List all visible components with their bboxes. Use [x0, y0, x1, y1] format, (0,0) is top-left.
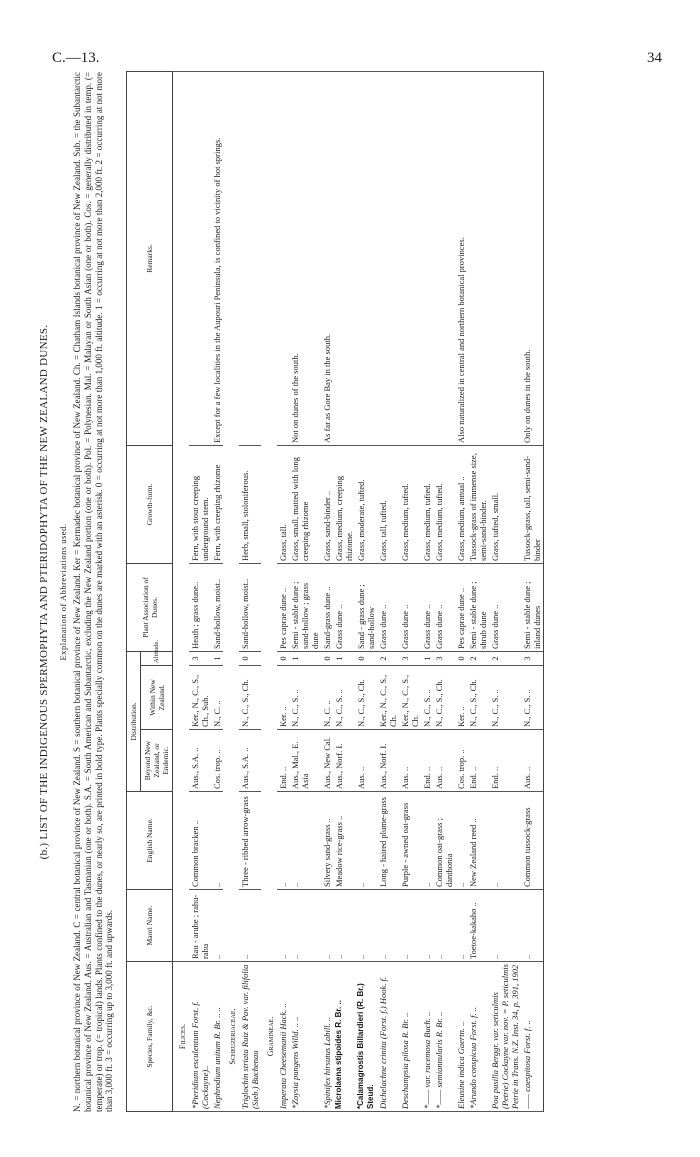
growth-form: Grass, small, matted with long creeping rhizome: [289, 445, 321, 563]
family-row: [173, 71, 190, 1111]
table-row: [433, 71, 455, 1111]
species-name: Poa pusilla Berggr. var. seticulmis (Petrie) Cockayne var. nov. = P. seticulmis Petrie in Trans. N.Z. Inst. 34, p. 391, 1902: [489, 962, 521, 1112]
plant-association: Grass dune ..: [333, 563, 355, 651]
growth-form: Herb, small, stoloniferous.: [239, 445, 261, 563]
species-name: Triglochin striata Ruiz & Pav. var. filifolia (Sieb.) Buchenau: [239, 962, 261, 1112]
maori-name: ..: [333, 890, 355, 962]
distribution-within: N., C., S. ..: [521, 666, 544, 730]
table-row: [455, 71, 467, 1111]
family-name: Gramineae.: [261, 962, 277, 1112]
remarks: [433, 71, 455, 445]
table-row: [421, 71, 433, 1111]
species-name: Imperata Cheesemanii Hack. ..: [277, 962, 289, 1112]
plant-association: Pes caprae dune ..: [455, 563, 467, 651]
abbreviations-heading: Explanation of Abbreviations used.: [58, 523, 68, 661]
remarks: [355, 71, 377, 445]
plant-association: Semi - stable dune ; shrub dune: [467, 563, 489, 651]
plant-association: Sand-hollow, moist..: [239, 563, 261, 651]
altitude-code: 0: [455, 651, 467, 665]
family-row-spacer: [223, 71, 239, 961]
remarks: [377, 71, 399, 445]
altitude-code: 2: [467, 651, 489, 665]
col-growth-header: Growth-form.: [127, 445, 173, 563]
maori-name: Rau - aruhe ; rahu-rahu: [189, 890, 211, 962]
species-name: *Calamagrostis Billardieri (R. Br.) Steud.: [355, 962, 377, 1112]
altitude-code: 0: [239, 651, 261, 665]
distribution-beyond: Aus., Norf. I.: [377, 730, 399, 792]
maori-name: ..: [355, 890, 377, 962]
altitude-code: 1: [289, 651, 321, 665]
english-name: ..: [211, 792, 223, 890]
distribution-within: Ker., N., C., S., Ch., Sub.: [189, 666, 211, 730]
col-species-header: Species, Family, &c.: [127, 962, 173, 1112]
col-remarks-header: Remarks.: [127, 71, 173, 445]
english-name: ..: [455, 792, 467, 890]
maori-name: Toetoe-kakaho ..: [467, 890, 489, 962]
plant-association: Heath ; grass dune..: [189, 563, 211, 651]
english-name: New Zealand reed ..: [467, 792, 489, 890]
family-name: Filices.: [173, 962, 190, 1112]
table-row: [467, 71, 489, 1111]
maori-name: ..: [239, 890, 261, 962]
distribution-within: N., C., S. ..: [333, 666, 355, 730]
distribution-within: N., C., S., Ch.: [467, 666, 489, 730]
table-row: [399, 71, 421, 1111]
species-name: *Pteridium esculentum Forst. f. (Cockayne)..: [189, 962, 211, 1112]
maori-name: ..: [277, 890, 289, 962]
english-name: Three - ribbed arrow-grass: [239, 792, 261, 890]
table-row: [333, 71, 355, 1111]
species-name: Dichelachne crinita (Forst. f.) Hook. f.: [377, 962, 399, 1112]
maori-name: ..: [421, 890, 433, 962]
distribution-within: N., C., S. ..: [289, 666, 321, 730]
english-name: Common tussock-grass: [521, 792, 544, 890]
distribution-within: Ker. ..: [455, 666, 467, 730]
species-name: *Spinifex hirsutus Labill. ..: [321, 962, 333, 1112]
plant-association: Semi - stable dune ; inland dunes: [521, 563, 544, 651]
table-row: [321, 71, 333, 1111]
plant-association: Grass dune ..: [433, 563, 455, 651]
altitude-code: 2: [489, 651, 521, 665]
distribution-beyond: Aus., Mal., E. Asia: [289, 730, 321, 792]
growth-form: Grass, tufted, small.: [489, 445, 521, 563]
distribution-within: Ker., N., C., S., Ch.: [399, 666, 421, 730]
remarks: [399, 71, 421, 445]
distribution-beyond: Aus., New Cal.: [321, 730, 333, 792]
remarks: [467, 71, 489, 445]
distribution-within: N., C., S. ..: [489, 666, 521, 730]
remarks: [333, 71, 355, 445]
altitude-code: 1: [211, 651, 223, 665]
table-row: [277, 71, 289, 1111]
distribution-beyond: End. ..: [467, 730, 489, 792]
species-name: *—— semiannularis R. Br. ..: [433, 962, 455, 1112]
maori-name: ..: [399, 890, 421, 962]
maori-name: ..: [289, 890, 321, 962]
plant-association: Grass dune ..: [377, 563, 399, 651]
plant-association: Grass dune ..: [421, 563, 433, 651]
remarks: [239, 71, 261, 445]
table-row: [289, 71, 321, 1111]
family-row: [261, 71, 277, 1111]
table-row: [189, 71, 211, 1111]
document-title: (b.) LIST OF THE INDIGENOUS SPERMOPHYTA AND PTERIDOPHYTA OF THE NEW ZEALAND DUNES.: [38, 324, 50, 860]
family-name: Scheuzeriaceae.: [223, 962, 239, 1112]
maori-name: ..: [211, 890, 223, 962]
maori-name: ..: [489, 890, 521, 962]
maori-name: ..: [433, 890, 455, 962]
growth-form: Grass, medium, creeping rhizome.: [333, 445, 355, 563]
plant-association: Pes caprae dune ..: [277, 563, 289, 651]
growth-form: Grass, tall.: [277, 445, 289, 563]
altitude-code: 1: [421, 651, 433, 665]
species-name: *Zoysia pungens Willd. .. ..: [289, 962, 321, 1112]
species-name: Nephrodium unitum R. Br. .. ..: [211, 962, 223, 1112]
table-row: [211, 71, 223, 1111]
english-name: Common bracken ..: [189, 792, 211, 890]
distribution-within: Ker. ..: [277, 666, 289, 730]
remarks: Also naturalized in central and northern botanical provinces.: [455, 71, 467, 445]
growth-form: Grass, tall, tufted.: [377, 445, 399, 563]
maori-name: ..: [377, 890, 399, 962]
plant-association: Grass dune ..: [489, 563, 521, 651]
remarks: [189, 71, 211, 445]
distribution-beyond: End. ..: [489, 730, 521, 792]
species-name: *—— var. racemosa Buch. ..: [421, 962, 433, 1112]
table-row: [377, 71, 399, 1111]
species-name: *Arundo conspicua Forst. f. ..: [467, 962, 489, 1112]
altitude-code: 1: [333, 651, 355, 665]
family-row-spacer: [261, 71, 277, 961]
english-name: Long - haired plume-grass: [377, 792, 399, 890]
species-name: Eleusine indica Gaertn. ..: [455, 962, 467, 1112]
distribution-within: N., C. ..: [211, 666, 223, 730]
distribution-beyond: Aus. ..: [399, 730, 421, 792]
remarks: [421, 71, 433, 445]
remarks: [277, 71, 289, 445]
distribution-beyond: End. ..: [277, 730, 289, 792]
altitude-code: 0: [277, 651, 289, 665]
col-association-header: Plant Association of Dunes.: [127, 563, 173, 651]
english-name: Common oat-grass ; danthonia: [433, 792, 455, 890]
plant-association: Grass dune ..: [399, 563, 421, 651]
english-name: Meadow rice-grass ..: [333, 792, 355, 890]
distribution-within: N., C., S., Ch.: [239, 666, 261, 730]
table-row: [489, 71, 521, 1111]
remarks: As far as Gore Bay in the south.: [321, 71, 333, 445]
col-beyond-header: Beyond New Zealand, or Endemic.: [141, 730, 173, 792]
distribution-beyond: Aus., S.A. ..: [239, 730, 261, 792]
maori-name: ..: [455, 890, 467, 962]
species-name: Microlaena stipoides R. Br. ..: [333, 962, 355, 1112]
english-name: ..: [489, 792, 521, 890]
maori-name: ..: [521, 890, 544, 962]
distribution-beyond: Aus. ..: [521, 730, 544, 792]
growth-form: Grass, sand-binder ..: [321, 445, 333, 563]
english-name: Silvery sand-grass ..: [321, 792, 333, 890]
distribution-within: N., C., S. ..: [421, 666, 433, 730]
table-row: [355, 71, 377, 1111]
species-table-body: [173, 71, 544, 1111]
growth-form: Grass, medium, tufted.: [433, 445, 455, 563]
plant-association: Semi - stable dune ; sand-hollow ; grass dune: [289, 563, 321, 651]
distribution-beyond: Aus. ..: [355, 730, 377, 792]
col-english-header: English Name.: [127, 792, 173, 890]
altitude-code: 0: [321, 651, 333, 665]
distribution-within: Ker., N., C., S., Ch.: [377, 666, 399, 730]
remarks: [489, 71, 521, 445]
maori-name: ..: [321, 890, 333, 962]
plant-association: Sand-grass dune ..: [321, 563, 333, 651]
col-distribution-header: Distribution.: [127, 651, 141, 791]
english-name: Purple - awned oat-grass: [399, 792, 421, 890]
distribution-beyond: End. ..: [421, 730, 433, 792]
altitude-code: 0: [355, 651, 377, 665]
table-row: [239, 71, 261, 1111]
abbreviations-explanation: N. = northern botanical province of New Zealand. C = central botanical province of New Zealand. S = southern botanical province of New Zealand. Ker = Kermadec botanical province of New Zealand. Ch. = Chatham Islands botanical province of New Zealand. Sub. = the Subantarctic botanical province of New Zealand. Aus. = Australian and Tasmanian (one or both). S.A. = South American and Subantarctic, excluding the New Zealand portion (one or both). Pol. = Polynesian. Mal. = Malayan or South Asian (one or both). Cos. = generally distributed in temp. (= temperate) or trop. (= tropical) lands. Plants confined to the dunes, or nearly so, are printed in bold type. Plants specially common on the dunes are marked with an asterisk. 0 = occurring at not more than 1,000 ft. altitude. 1 = occurring at not more than 2,000 ft. 2 = occurring at not more than 3,000 ft. 3 = occurring up to 3,000 ft. and upwards.: [72, 72, 115, 1112]
english-name: ..: [355, 792, 377, 890]
col-maori-header: Maori Name.: [127, 890, 173, 962]
family-row-spacer: [173, 71, 190, 961]
species-name: —— caespitosa Forst. f. ..: [521, 962, 544, 1112]
species-table: [126, 71, 544, 1112]
distribution-within: N., C., S., Ch.: [433, 666, 455, 730]
rotated-table-sheet: [34, 72, 674, 1112]
distribution-beyond: Cos. trop. ..: [211, 730, 223, 792]
altitude-code: 3: [433, 651, 455, 665]
growth-form: Tussock-grass of immense size, semi-sand-binder.: [467, 445, 489, 563]
altitude-code: 2: [377, 651, 399, 665]
growth-form: Fern, with creeping rhizome: [211, 445, 223, 563]
distribution-beyond: Aus., S.A. ..: [189, 730, 211, 792]
page-section-code: C.—13.: [52, 50, 100, 66]
col-within-header: Within New Zealand.: [141, 666, 173, 730]
english-name: ..: [421, 792, 433, 890]
growth-form: Grass, medium, tufted.: [421, 445, 433, 563]
table-row: [521, 71, 544, 1111]
family-row: [223, 71, 239, 1111]
altitude-code: 3: [521, 651, 544, 665]
species-name: Deschampsia pilosa R. Br. ..: [399, 962, 421, 1112]
plant-association: Sand-hollow, moist..: [211, 563, 223, 651]
remarks: Except for a few localities in the Aupouri Peninsula, is confined to vicinity of hot springs.: [211, 71, 223, 445]
distribution-within: N., C. ..: [321, 666, 333, 730]
distribution-beyond: Aus., Norf. I.: [333, 730, 355, 792]
altitude-code: 3: [399, 651, 421, 665]
growth-form: Grass, moderate, tufted.: [355, 445, 377, 563]
remarks: Only on dunes in the south.: [521, 71, 544, 445]
col-altitude-header: Altitude.: [141, 651, 173, 665]
growth-form: Grass, medium, tufted.: [399, 445, 421, 563]
distribution-beyond: Aus. ..: [433, 730, 455, 792]
distribution-beyond: Cos. trop. ..: [455, 730, 467, 792]
altitude-code: 3: [189, 651, 211, 665]
plant-association: Sand - grass dune ; sand-hollow: [355, 563, 377, 651]
growth-form: Tussock-grass, tall, semi-sand-binder: [521, 445, 544, 563]
page-number: 34: [647, 50, 662, 66]
growth-form: Fern, with stout creeping underground stem.: [189, 445, 211, 563]
growth-form: Grass, medium, annual ..: [455, 445, 467, 563]
english-name: ..: [277, 792, 289, 890]
remarks: Not on dunes of the south.: [289, 71, 321, 445]
english-name: ..: [289, 792, 321, 890]
distribution-within: N., C., S., Ch.: [355, 666, 377, 730]
